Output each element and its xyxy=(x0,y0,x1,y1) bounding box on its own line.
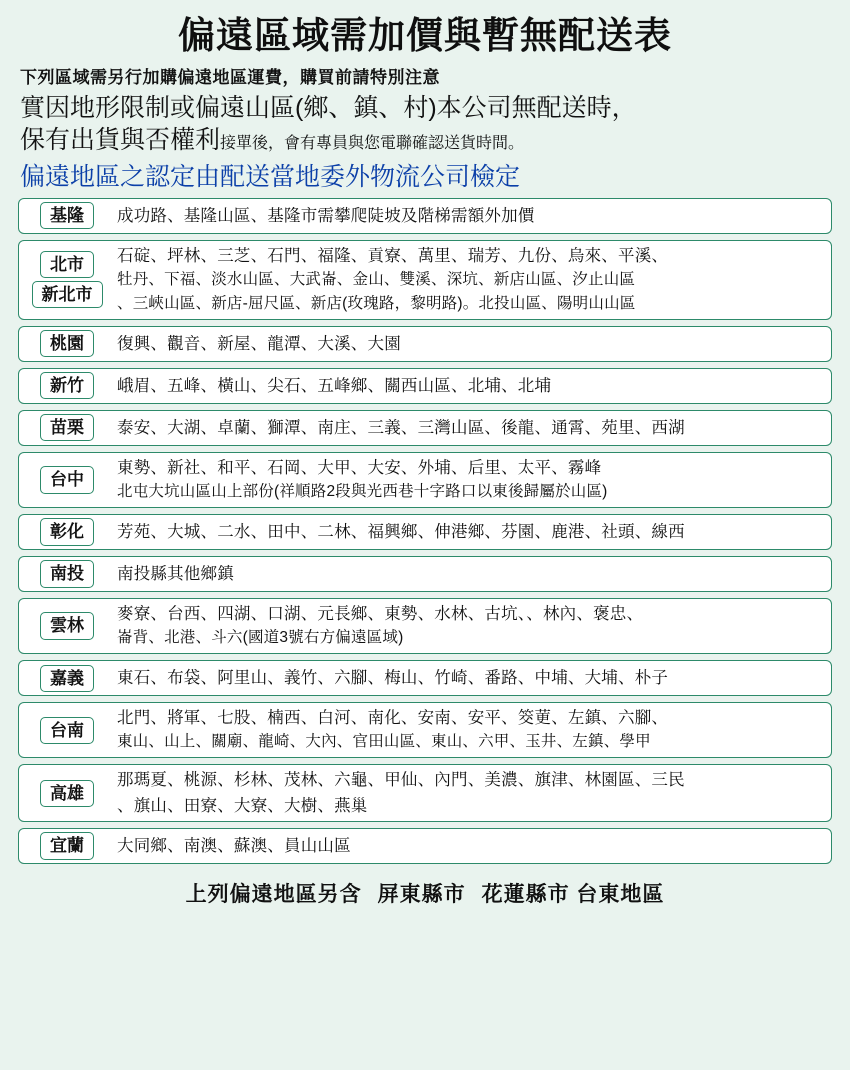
area-line: 、三峽山區、新店-屈尺區、新店(玫瑰路，黎明路)。北投山區、陽明山山區 xyxy=(117,294,636,312)
area-line: 東勢、新社、和平、石岡、大甲、大安、外埔、后里、太平、霧峰 xyxy=(117,458,602,477)
area-line: 復興、觀音、新屋、龍潭、大溪、大園 xyxy=(117,334,401,353)
table-row xyxy=(18,828,832,864)
region-cell xyxy=(19,661,115,695)
region-cell xyxy=(19,765,115,821)
area-cell xyxy=(115,829,831,863)
area-cell xyxy=(115,661,831,695)
lead-paragraph xyxy=(20,92,836,156)
area-cell xyxy=(115,765,831,821)
area-line: 北門、將軍、七股、楠西、白河、南化、安南、安平、筊莄、左鎮、六腳、 xyxy=(117,709,669,728)
area-line: 峨眉、五峰、橫山、尖石、五峰鄉、關西山區、北埔、北埔 xyxy=(117,376,552,395)
table-row xyxy=(18,598,832,654)
page-subtitle: 下列區域需另行加購偏遠地區運費，購買前請特別注意 xyxy=(20,67,440,87)
area-cell xyxy=(115,327,831,361)
table-row xyxy=(18,764,832,822)
area-line: 成功路、基隆山區、基隆市需攀爬陡坡及階梯需額外加價 xyxy=(117,206,535,225)
region-badge: 嘉義 xyxy=(40,665,94,692)
area-cell xyxy=(115,199,831,233)
area-cell xyxy=(115,369,831,403)
region-table xyxy=(18,198,832,864)
region-cell xyxy=(19,369,115,403)
region-cell xyxy=(19,411,115,445)
certification-note: 偏遠地區之認定由配送當地委外物流公司檢定 xyxy=(20,162,521,191)
footer-main-text: 上列偏遠地區另含 xyxy=(185,882,362,906)
lead-line-1: 實因地形限制或偏遠山區(鄉、鎮、村)本公司無配送時， xyxy=(20,93,637,122)
region-badge: 宜蘭 xyxy=(40,832,94,859)
table-row xyxy=(18,452,832,508)
region-cell xyxy=(19,703,115,757)
region-badge: 新竹 xyxy=(40,372,94,399)
table-row xyxy=(18,368,832,404)
area-line: 北屯大坑山區山上部份(祥順路2段與光西巷十字路口以東後歸屬於山區) xyxy=(117,483,608,501)
region-badge: 台南 xyxy=(40,717,94,744)
area-line: 石碇、坪林、三芝、石門、福隆、貢寮、萬里、瑞芳、九份、烏來、平溪、 xyxy=(117,246,669,265)
region-badge: 北市 xyxy=(40,251,94,278)
region-badge: 南投 xyxy=(40,560,94,587)
footer-item-pingtung: 屏東縣市 xyxy=(377,882,466,906)
lead-line-2-small: 接單後，會有專員與您電聯確認送貨時間。 xyxy=(220,134,525,152)
table-row xyxy=(18,410,832,446)
area-line: 南投縣其他鄉鎮 xyxy=(117,564,234,583)
table-row xyxy=(18,556,832,592)
region-cell xyxy=(19,199,115,233)
area-cell xyxy=(115,515,831,549)
area-line: 東石、布袋、阿里山、義竹、六腳、梅山、竹崎、番路、中埔、大埔、朴子 xyxy=(117,669,669,688)
area-line: 崙背、北港、斗六(國道3號右方偏遠區域) xyxy=(117,629,404,647)
region-cell xyxy=(19,241,115,319)
area-cell xyxy=(115,411,831,445)
page-footer xyxy=(14,878,836,908)
region-cell xyxy=(19,453,115,507)
area-cell xyxy=(115,557,831,591)
area-cell xyxy=(115,703,831,757)
area-line: 芳苑、大城、二水、田中、二林、福興鄉、伸港鄉、芬園、鹿港、社頭、線西 xyxy=(117,522,685,541)
region-badge: 苗栗 xyxy=(40,414,94,441)
region-badge: 高雄 xyxy=(40,780,94,807)
area-line: 牡丹、下福、淡水山區、大武崙、金山、雙溪、深坑、新店山區、汐止山區 xyxy=(117,270,636,288)
region-cell xyxy=(19,515,115,549)
area-line: 麥寮、台西、四湖、口湖、元長鄉、東勢、水林、古坑、、林內、褒忠、 xyxy=(117,604,644,623)
region-cell xyxy=(19,327,115,361)
table-row xyxy=(18,514,832,550)
area-line: 泰安、大湖、卓蘭、獅潭、南庄、三義、三灣山區、後龍、通霄、苑里、西湖 xyxy=(117,418,685,437)
page-title: 偏遠區域需加價與暫無配送表 xyxy=(178,15,672,56)
region-badge: 桃園 xyxy=(40,330,94,357)
region-cell xyxy=(19,557,115,591)
area-line: 、旗山、田寮、大寮、大樹、燕巢 xyxy=(117,796,368,815)
table-row xyxy=(18,240,832,320)
table-row xyxy=(18,702,832,758)
lead-line-2 xyxy=(20,124,836,156)
region-badge: 基隆 xyxy=(40,202,94,229)
area-line: 那瑪夏、桃源、杉林、茂林、六龜、甲仙、內門、美濃、旗津、林園區、三民 xyxy=(117,771,685,790)
area-line: 大同鄉、南澳、蘇澳、員山山區 xyxy=(117,836,351,855)
table-row xyxy=(18,326,832,362)
region-badge: 雲林 xyxy=(40,612,94,639)
table-row xyxy=(18,198,832,234)
area-cell xyxy=(115,599,831,653)
table-row xyxy=(18,660,832,696)
region-badge: 彰化 xyxy=(40,518,94,545)
region-cell xyxy=(19,829,115,863)
region-badge: 新北市 xyxy=(32,281,103,308)
footer-item-hualien-taitung: 花蓮縣市 台東地區 xyxy=(481,882,665,906)
region-cell xyxy=(19,599,115,653)
area-line: 東山、山上、關廟、龍崎、大內、官田山區、東山、六甲、玉井、左鎮、學甲 xyxy=(117,733,651,751)
region-badge: 台中 xyxy=(40,466,94,493)
lead-line-2-main: 保有出貨與否權利 xyxy=(20,125,221,154)
area-cell xyxy=(115,241,831,319)
area-cell xyxy=(115,453,831,507)
